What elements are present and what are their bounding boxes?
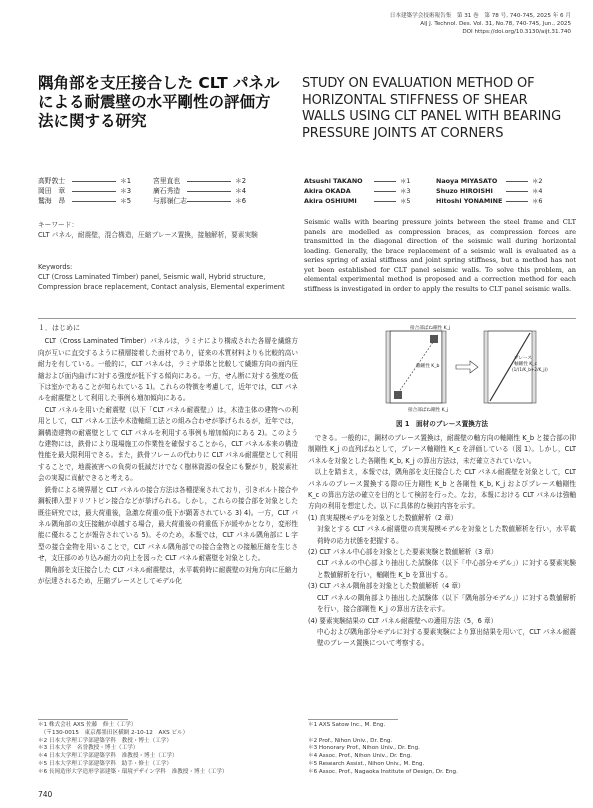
label-joint-bottom: 接合部ばね剛性 K_j xyxy=(408,408,449,413)
footnote: ＊6 Assoc. Prof., Nagaoka Institute of Design, Dr. Eng. xyxy=(308,768,458,775)
author-mark: ＊5 xyxy=(120,197,132,205)
footnotes-english xyxy=(308,722,576,777)
footnote: ＊5 日本大学理工学部建築学科 助手・修士（工学） xyxy=(38,760,172,767)
list-item-label: (3) CLT パネル隅角部を対象とした数値解析（4 章） xyxy=(308,582,465,591)
author-mark: ＊4 xyxy=(235,187,247,195)
keywords-en-text: CLT (Cross Laminated Timber) panel, Seismic wall, Hybrid structure, Compression brace replacement, Contact analysis, Elemental experiment xyxy=(38,272,285,291)
journal-header-en: AIJ J. Technol. Des. Vol. 31, No.78, 740-745, Jun., 2025 xyxy=(420,21,571,27)
column-left xyxy=(386,331,390,403)
paragraph: CLT パネルを用いた耐震壁（以下「CLT パネル耐震壁」）は，木造主体の建物への利用として，CLT パネル工法や木造軸組工法との組み合わせが挙げられるが，近年では，鋼構造建物の耐震壁として CLT パネルを利用する事例も増加傾向にある 2)。このような建物には，鉄骨により現場施工の作業性を確保することから，CLT パネル本来の構造性能を最大限利用できる。また，鉄骨フレームの代わりに CLT パネル耐震壁として利用することで，地震被害への負荷の低減だけでなく樹林資源の保全にも繋がり，脱炭素社会の実現に貢献できると考える。 xyxy=(38,405,298,483)
author-name: Naoya MIYASATO xyxy=(436,177,498,185)
label-joint-top: 接合部ばね剛性 K_j xyxy=(410,326,451,331)
author-mark: ＊1 xyxy=(120,177,132,185)
list-item-label: (4) 要素実験結果の CLT パネル耐震壁への適用方法（5，6 章） xyxy=(308,616,498,625)
journal-header-ja: 日本建築学会技術報告集 第 31 巻 第 78 号, 740-745, 2025 年 6 月 xyxy=(389,13,571,19)
column-right xyxy=(442,331,446,403)
footnote: ＊4 Assoc. Prof., Nihon Univ., Dr. Eng. xyxy=(308,753,412,760)
paragraph: 隅角部を支圧接合した CLT パネル耐震壁は，水平載荷時に耐震壁の対角方向に圧縮力が伝達されるため，圧縮ブレースとしてモデル化 xyxy=(38,565,298,585)
author-mark: ＊6 xyxy=(532,197,543,205)
label-brace-formula: (1/(1/K_b+2/K_j)) xyxy=(512,367,548,372)
author-mark: ＊5 xyxy=(400,197,411,205)
keywords-ja-label: キーワード： xyxy=(38,221,79,229)
footnote-rule-right xyxy=(308,719,398,720)
author-name: 宮里直也 xyxy=(153,177,181,185)
paragraph: 以上を踏まえ，本報では，隅角部を支圧接合した CLT パネル耐震壁を対象として，CLT パネルのブレース置換する際の圧力剛性 K_b と各剛性 K_b, K_j およびブレース軸剛性 K_c の算出方法の確立を目的として検討を行った。なお，本報における CLT パネルは強軸方向の利用を想定した。以下に具体的な検討内容を示す。 xyxy=(308,468,576,511)
column-left-brace xyxy=(484,331,488,403)
keywords-en-label: Keywords: xyxy=(38,263,73,271)
authors-english xyxy=(304,176,574,206)
author-mark: ＊3 xyxy=(120,187,132,195)
author-name: 岡田 章 xyxy=(38,187,66,195)
author-name: Akira OSHIUMI xyxy=(304,197,357,205)
author-name: 鷲海 昂 xyxy=(38,197,66,205)
label-axial: 軸剛性 K_b xyxy=(416,364,440,369)
keywords-english xyxy=(38,263,288,292)
footnote: （〒130-0015 東京都墨田区横網 2-10-12 AXS ビル） xyxy=(38,729,189,736)
footnote: ＊3 Honorary Prof., Nihon Univ., Dr. Eng. xyxy=(308,745,420,752)
author-mark: ＊1 xyxy=(400,177,411,185)
figure-caption: 図 1 面材のブレース置換方法 xyxy=(395,420,488,428)
keywords-ja-text: CLT パネル，耐震壁，混合構造，圧縮ブレース置換，接触解析，要素実験 xyxy=(38,230,258,239)
author-name: Shuzo HIROISHI xyxy=(436,187,493,195)
arrow-icon xyxy=(456,361,478,373)
footnote: ＊4 日本大学理工学部建築学科 准教授・博士（工学） xyxy=(38,753,178,760)
authors-japanese xyxy=(38,176,288,206)
author-mark: ＊2 xyxy=(532,177,543,185)
paragraph: CLT（Cross Laminated Timber）パネルは，ラミナにより構成された各層を繊維方向が互いに直交するように積層接着した面材であり，従来の木質材料よりも比較的高い耐力を有している。一般的に，CLT パネルは，ラミナ単体と比較して繊維方向の面内圧縮および面内曲げに対する強度が低下する傾向にある。一方，せん断に対する強度の低下は室かであることが知られている 1)。これらの特徴を考慮して，近年では，CLT パネルを耐震壁として利用した事例も増加傾向にある。 xyxy=(38,337,298,403)
body-column-right xyxy=(308,433,576,650)
corner-joint-bottom xyxy=(394,391,402,399)
footnote: ＊1 株式会社 AXS 佐藤 修士（工学） xyxy=(38,722,137,728)
label-brace-stiffness: 軸剛性 K_c xyxy=(514,362,538,367)
author-name: 高野敦士 xyxy=(38,177,66,185)
keywords-japanese xyxy=(38,221,288,241)
footnote: ＊3 日本大学 名誉教授・博士（工学） xyxy=(38,745,139,752)
body-column-left xyxy=(38,323,298,587)
list-item-text: 対象とする CLT パネル耐震壁の真実規模モデルを対象とした数値解析を行い，水平載荷時の応力状態を把握する。 xyxy=(317,525,576,545)
section-heading: １．はじめに xyxy=(38,324,80,332)
author-name: 廣石秀造 xyxy=(153,187,181,195)
author-mark: ＊2 xyxy=(235,177,247,185)
list-item-label: (1) 真実規模モデルを対象とした数値解析（2 章） xyxy=(308,513,458,522)
figure-brace-replacement xyxy=(372,323,552,423)
journal-header xyxy=(390,12,571,36)
abstract: Seismic walls with bearing pressure joints between the steel frame and CLT panels are modelled as compression braces, as compression forces are transmitted in the diagonal direction of the seismic wall during horizontal loading. Generally, the brace replacement of a seismic wall is evaluated as a series spring of axial stiffness and joint spring stiffness, but a method has not yet been established for CLT panel seismic walls. To solve this problem, an elemental experimental method is proposed and a correction method for each stiffness is investigated in order to apply the results to CLT panel seismic walls. xyxy=(304,218,576,293)
paragraph: できる。一般的に，鋼材のブレース置換は，耐震壁の軸方向の軸剛性 K_b と接合部の抑制剛性 K_j の直列ばねとして，ブレース軸剛性 K_c を評価している（図 1）。しかし，CLT パネルを対象とした各剛性 K_b, K_j の算出方法は，未だ確立されていない。 xyxy=(308,434,576,465)
footnote: ＊2 日本大学理工学部建築学科 教授・博士（工学） xyxy=(38,737,172,744)
author-mark: ＊6 xyxy=(235,197,247,205)
footnote: ＊5 Research Assist., Nihon Univ., M. Eng. xyxy=(308,760,425,767)
section-divider xyxy=(38,318,576,319)
title-english: STUDY ON EVALUATION METHOD OF HORIZONTAL STIFFNESS OF SHEAR WALLS USING CLT PANEL WITH BEARING PRESSURE JOINTS AT CORNERS xyxy=(302,76,562,141)
list-item-label: (2) CLT パネル中心部を対象とした要素実験と数値解析（3 章） xyxy=(308,548,498,557)
footnote xyxy=(308,730,576,738)
footnote: ＊1 AXS Satow Inc., M. Eng. xyxy=(308,722,386,728)
author-name: Akira OKADA xyxy=(304,187,351,195)
footnote: ＊2 Prof., Nihon Univ., Dr. Eng. xyxy=(308,737,393,744)
footnotes-japanese xyxy=(38,722,298,777)
doi: DOI https://doi.org/10.3130/aijt.31.740 xyxy=(462,29,571,35)
author-name: 与那嶺仁志 xyxy=(153,197,187,205)
author-mark: ＊3 xyxy=(400,187,411,195)
author-name: Hitoshi YONAMINE xyxy=(436,197,503,205)
corner-joint-top xyxy=(430,335,438,343)
title-japanese: 隅角部を支圧接合した CLT パネルによる耐震壁の水平剛性の評価方法に関する研究 xyxy=(38,74,280,130)
footnote-rule-left xyxy=(38,719,128,720)
label-brace: ブレース xyxy=(514,356,532,361)
page-number: 740 xyxy=(38,790,53,799)
list-item-text: CLT パネルの隅角部より抽出した試験体（以下「隅角部分モデル」）に対する数値解析を行い，接合部剛性 K_j の算出方法を示す。 xyxy=(317,593,576,614)
author-mark: ＊4 xyxy=(532,187,543,195)
author-name: Atsushi TAKANO xyxy=(304,177,363,185)
paragraph: 鉄骨による境界層と CLT パネルの接合方法は各種提案されており，引きボルト接合や鋼板挿入型ドリフトピン接合などが挙げられる。しかし，これらの接合部を対象とした既往研究では，最大荷重後，急激な荷重の低下が顕著されている 3) 4)。一方，CLT パネル隅角部の支圧接触が卓越する場合，最大荷重後の荷重低下が緩やかとなり，変形性能に優れることが報告されている 5)。そのため，本報では，CLT パネル隅角部に L 字型の接合金物を用いることで，CLT パネル隅角部での接合金物との接触圧縮を生じさせ，支圧部のめり込み耐力の向上を図った CLT パネル耐震壁を対象とした。 xyxy=(38,485,298,563)
list-item-text: CLT パネルの中心部より抽出した試験体（以下「中心部分モデル」）に対する要素実験と数値解析を行い，軸剛性 K_b を算出する。 xyxy=(317,559,576,579)
list-item-text: 中心および隅角部分モデルに対する要素実験により算出結果を用いて，CLT パネル耐震壁のブレース置換について考察する。 xyxy=(317,627,576,648)
footnote: ＊6 長岡造形大学造形学部建築・環境デザイン学科 准教授・博士（工学） xyxy=(38,768,228,775)
